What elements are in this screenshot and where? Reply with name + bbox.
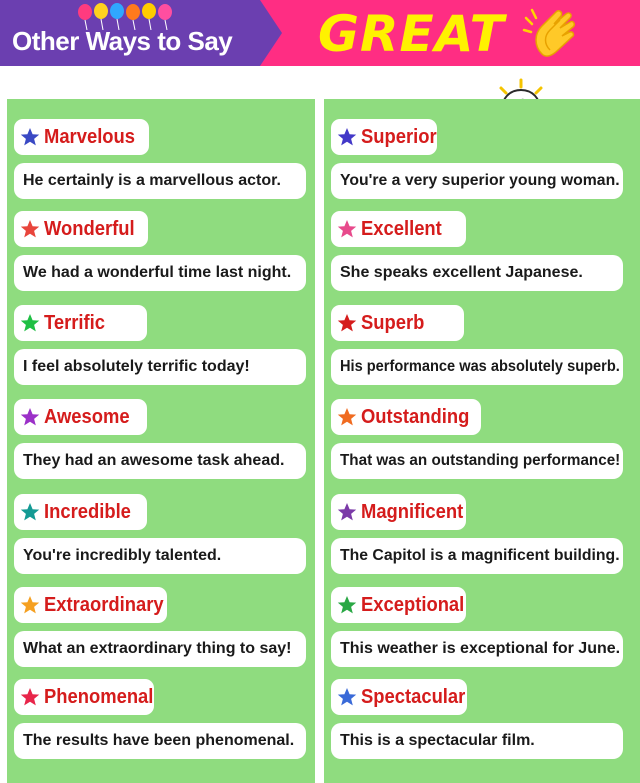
example-sentence-card xyxy=(14,349,306,385)
synonym-word: Exceptional xyxy=(361,593,465,616)
example-sentence-card xyxy=(331,349,623,385)
star-icon xyxy=(20,595,40,615)
synonym-word: Marvelous xyxy=(44,125,136,148)
word-card xyxy=(14,399,147,435)
example-sentence-card xyxy=(14,723,306,759)
example-sentence: He certainly is a marvellous actor. xyxy=(23,172,281,189)
word-card xyxy=(331,119,437,155)
word-card xyxy=(331,399,481,435)
synonym-word: Spectacular xyxy=(361,685,466,708)
star-icon xyxy=(337,407,357,427)
star-icon xyxy=(20,687,40,707)
example-sentence: That was an outstanding performance! xyxy=(340,452,621,469)
example-sentence-card xyxy=(14,631,306,667)
example-sentence-card xyxy=(331,631,623,667)
word-card xyxy=(331,587,466,623)
example-sentence-card xyxy=(331,723,623,759)
example-sentence: The Capitol is a magnificent building. xyxy=(340,547,620,564)
synonym-word: Terrific xyxy=(44,311,106,334)
synonym-word: Incredible xyxy=(44,500,131,523)
example-sentence-card xyxy=(14,255,306,291)
star-icon xyxy=(20,502,40,522)
synonym-word: Superb xyxy=(361,311,425,334)
star-icon xyxy=(20,407,40,427)
word-card xyxy=(331,679,467,715)
word-card xyxy=(14,119,149,155)
example-sentence-card xyxy=(14,163,306,199)
example-sentence: She speaks excellent Japanese. xyxy=(340,264,583,281)
example-sentence-card xyxy=(14,443,306,479)
clapping-hands-icon xyxy=(520,4,582,62)
word-card xyxy=(14,305,147,341)
header-subtitle: Other Ways to Say xyxy=(12,26,233,56)
star-icon xyxy=(20,313,40,333)
synonym-word: Excellent xyxy=(361,217,442,240)
example-sentence-card xyxy=(331,443,623,479)
example-sentence-card xyxy=(14,538,306,574)
star-icon xyxy=(20,219,40,239)
example-sentence: This is a spectacular film. xyxy=(340,732,535,749)
word-card xyxy=(14,587,167,623)
synonym-word: Magnificent xyxy=(361,500,464,523)
word-card xyxy=(14,494,147,530)
synonym-word: Awesome xyxy=(44,405,130,428)
word-card xyxy=(331,494,466,530)
word-card xyxy=(331,211,466,247)
example-sentence-card xyxy=(331,163,623,199)
star-icon xyxy=(20,127,40,147)
example-sentence-card xyxy=(331,538,623,574)
star-icon xyxy=(337,313,357,333)
star-icon xyxy=(337,127,357,147)
example-sentence: You're a very superior young woman. xyxy=(340,172,620,189)
header-banner xyxy=(0,0,640,66)
example-sentence-card xyxy=(331,255,623,291)
example-sentence: They had an awesome task ahead. xyxy=(23,452,285,469)
synonym-word: Superior xyxy=(361,125,437,148)
star-icon xyxy=(337,219,357,239)
example-sentence: His performance was absolutely superb. xyxy=(340,358,620,375)
star-icon xyxy=(337,595,357,615)
header-title: GREAT xyxy=(318,5,505,63)
word-card xyxy=(14,211,148,247)
synonym-word: Wonderful xyxy=(44,217,135,240)
word-card xyxy=(331,305,464,341)
example-sentence: What an extraordinary thing to say! xyxy=(23,640,292,657)
example-sentence: I feel absolutely terrific today! xyxy=(23,358,250,375)
word-card xyxy=(14,679,154,715)
synonym-word: Extraordinary xyxy=(44,593,164,616)
example-sentence: The results have been phenomenal. xyxy=(23,732,295,749)
star-icon xyxy=(337,687,357,707)
synonym-word: Outstanding xyxy=(361,405,470,428)
example-sentence: This weather is exceptional for June. xyxy=(340,640,621,657)
synonym-word: Phenomenal xyxy=(44,685,154,708)
star-icon xyxy=(337,502,357,522)
example-sentence: You're incredibly talented. xyxy=(23,547,222,564)
example-sentence: We had a wonderful time last night. xyxy=(23,264,292,281)
